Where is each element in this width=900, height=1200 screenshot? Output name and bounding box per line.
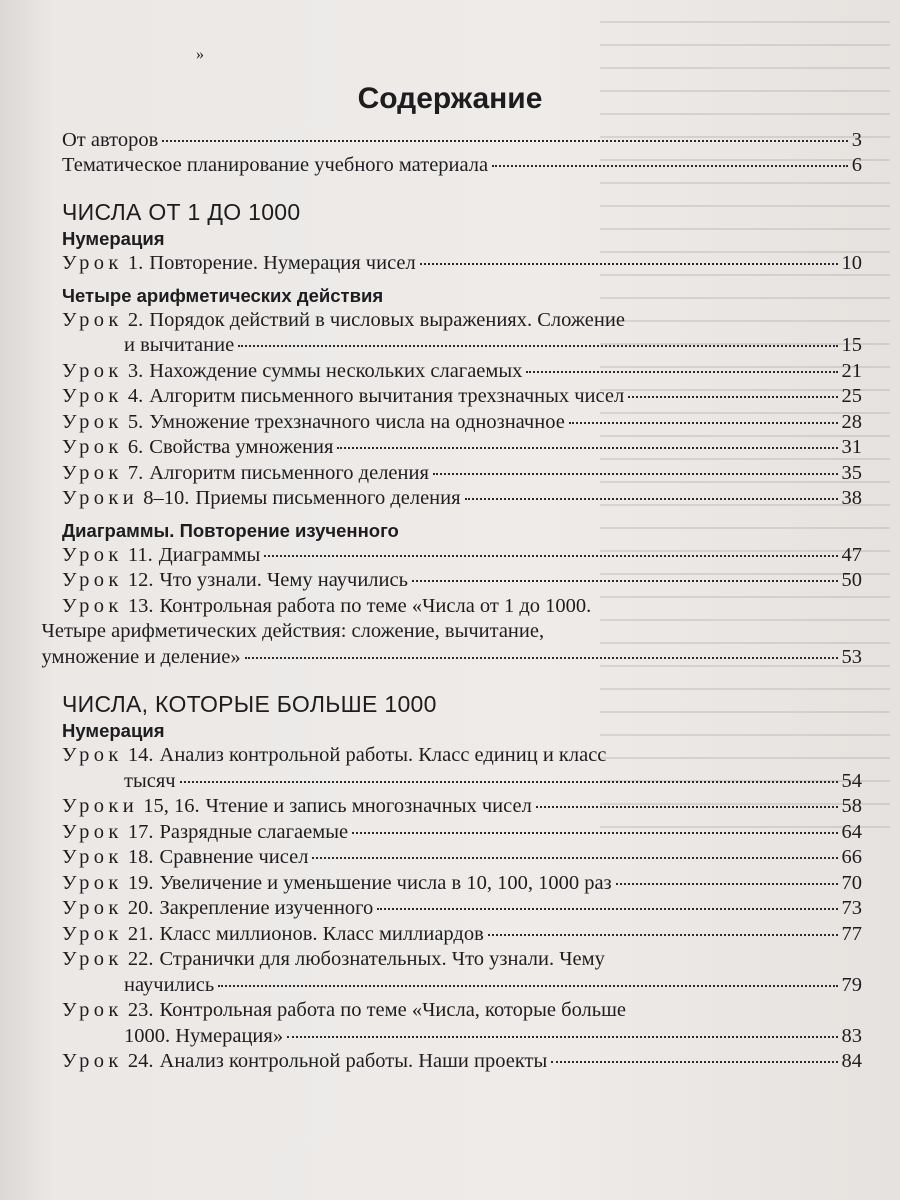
- lesson-label: [62, 461, 143, 487]
- lesson-word: Урок: [62, 543, 123, 566]
- lesson-entry: [62, 820, 862, 846]
- lesson-line: [160, 998, 862, 1024]
- page-number: 35: [841, 461, 862, 484]
- lesson-line-text: Разрядные слагаемые: [159, 820, 349, 843]
- dot-leader: [180, 781, 838, 783]
- page-number: 77: [841, 922, 862, 945]
- lesson-line: [160, 743, 862, 769]
- dot-leader: [352, 832, 837, 834]
- lesson-entry: [62, 794, 862, 820]
- dot-leader: [616, 883, 838, 885]
- lesson-word: Урок: [62, 820, 123, 843]
- lesson-line-text: Приемы письменного деления: [195, 487, 461, 509]
- page-number: 50: [841, 569, 862, 591]
- lesson-word: Урок: [62, 948, 123, 970]
- lesson-word: Урок: [62, 569, 123, 591]
- lesson-line: [149, 435, 862, 461]
- lesson-number: 15, 16.: [138, 795, 200, 817]
- lesson-word: Урок: [62, 897, 123, 919]
- lesson-line-text: тысяч: [124, 769, 176, 792]
- dot-leader: [488, 934, 838, 936]
- lesson-line: [160, 896, 862, 922]
- lesson-line: [160, 922, 862, 948]
- lesson-label: [62, 568, 154, 594]
- entry-title: От авторов: [62, 129, 159, 151]
- lesson-line: [195, 486, 862, 512]
- lesson-line: [149, 461, 862, 487]
- lesson-label: [62, 820, 154, 846]
- lesson-word: Урок: [62, 744, 123, 766]
- lesson-word: Урок: [62, 308, 123, 331]
- lesson-label: [62, 1049, 154, 1075]
- lesson-line-text: Закрепление изученного: [159, 897, 374, 919]
- dot-leader: [337, 447, 837, 449]
- lesson-entry: [62, 1049, 862, 1075]
- lesson-number: 6.: [122, 436, 144, 458]
- lesson-line-text: умножение и деление»: [41, 645, 241, 668]
- lesson-number: 4.: [122, 385, 144, 407]
- lesson-line-text: и вычитание: [124, 334, 235, 356]
- lesson-line: [206, 794, 862, 820]
- lesson-label: [62, 896, 154, 922]
- lesson-line: [124, 973, 862, 999]
- lesson-label: [62, 794, 200, 820]
- lesson-entry: [62, 435, 862, 461]
- subsection-heading: Нумерация: [62, 228, 165, 249]
- lesson-title: [160, 820, 862, 846]
- lesson-line: [160, 1049, 862, 1075]
- lesson-title: [149, 359, 862, 385]
- dot-leader: [412, 580, 838, 582]
- lesson-entry: [62, 251, 862, 277]
- dot-leader: [492, 165, 848, 167]
- lesson-entry: [62, 308, 862, 359]
- dot-leader: [433, 473, 838, 475]
- dot-leader: [238, 345, 837, 347]
- toc-entry: [62, 128, 862, 153]
- page-number: 79: [841, 973, 862, 996]
- lesson-line-text: Анализ контрольной работы. Класс единиц и класс: [159, 744, 607, 766]
- lesson-number: 13.: [122, 594, 154, 617]
- dot-leader: [312, 857, 837, 859]
- page-number: 6: [851, 154, 862, 176]
- lesson-title: [195, 486, 862, 512]
- lesson-line: [149, 359, 862, 385]
- table-of-contents: [41, 128, 862, 1075]
- lesson-word: Урок: [62, 436, 123, 458]
- lesson-line: [160, 820, 862, 846]
- lesson-number: 14.: [122, 744, 154, 766]
- lesson-entry: [62, 359, 862, 385]
- lesson-number: 24.: [122, 1050, 154, 1072]
- page-number: 47: [841, 543, 862, 566]
- page-number: 58: [841, 795, 862, 817]
- lesson-number: 7.: [122, 461, 144, 484]
- lesson-line-text: научились: [124, 973, 215, 996]
- lesson-line: [160, 594, 862, 620]
- subsection-heading: Диаграммы. Повторение изученного: [62, 519, 399, 541]
- lesson-entry: [41, 594, 862, 671]
- lesson-title: [206, 794, 862, 820]
- lesson-word: Урок: [62, 385, 123, 407]
- lesson-line-text: Порядок действий в числовых выражениях. Сложение: [149, 308, 625, 331]
- lesson-line: [149, 384, 862, 410]
- lesson-line-text: Нахождение суммы нескольких слагаемых: [149, 359, 523, 382]
- lesson-number: 18.: [122, 846, 154, 868]
- toc-entry: [62, 153, 862, 178]
- lesson-title: [160, 845, 862, 871]
- page-number: 3: [851, 129, 862, 151]
- page-number: 66: [841, 846, 862, 868]
- lesson-label: [62, 251, 143, 277]
- lesson-title: [160, 1049, 862, 1075]
- lesson-entry: [62, 922, 862, 948]
- lesson-line: [42, 645, 862, 671]
- lesson-number: 8–10.: [138, 487, 190, 509]
- page-number: 31: [841, 436, 862, 458]
- dot-leader: [551, 1061, 837, 1063]
- lesson-entry: [62, 543, 862, 569]
- dot-leader: [536, 806, 838, 808]
- lesson-line-text: Контрольная работа по теме «Числа, которые больше: [159, 999, 627, 1021]
- lesson-line: [160, 947, 862, 973]
- lesson-entry: [62, 410, 862, 436]
- lesson-line: [42, 619, 862, 645]
- lesson-line-text: Увеличение и уменьшение числа в 10, 100, 1000 раз: [159, 871, 612, 894]
- lesson-title: [160, 896, 862, 922]
- dot-leader: [628, 396, 837, 398]
- dot-leader: [162, 140, 847, 142]
- lesson-number: 20.: [122, 897, 154, 919]
- lesson-entry: [62, 998, 862, 1049]
- lesson-word: Урок: [62, 999, 123, 1021]
- lesson-word: Уроки: [62, 487, 139, 509]
- lesson-label: [62, 845, 154, 871]
- lesson-line: [149, 251, 862, 277]
- lesson-label: [62, 435, 143, 461]
- lesson-entry: [62, 947, 862, 998]
- lesson-line-text: Чтение и запись многозначных чисел: [205, 795, 532, 817]
- lesson-label: [62, 359, 143, 385]
- page-number: 54: [841, 769, 862, 792]
- page-title: Содержание: [357, 82, 543, 115]
- lesson-line-text: Класс миллионов. Класс миллиардов: [159, 922, 484, 945]
- lesson-title: [160, 922, 862, 948]
- dot-leader: [465, 498, 838, 500]
- lesson-line-text: Алгоритм письменного деления: [149, 461, 429, 484]
- page-number: 15: [841, 334, 862, 356]
- lesson-line-text: Свойства умножения: [149, 436, 334, 458]
- dot-leader: [569, 422, 838, 424]
- page-number: 25: [841, 385, 862, 407]
- lesson-entry: [62, 486, 862, 512]
- lesson-line: [124, 333, 862, 359]
- dot-leader: [420, 263, 838, 265]
- lesson-label: [62, 922, 154, 948]
- lesson-number: 5.: [122, 410, 144, 433]
- page-number: 28: [841, 410, 862, 433]
- lesson-entry: [62, 743, 862, 794]
- lesson-label: [62, 543, 153, 569]
- lesson-word: Урок: [62, 410, 123, 433]
- lesson-title: [149, 251, 862, 277]
- lesson-word: Урок: [62, 461, 123, 484]
- lesson-line-text: Повторение. Нумерация чисел: [149, 252, 416, 274]
- lesson-word: Урок: [62, 922, 123, 945]
- lesson-label: [62, 410, 143, 436]
- lesson-number: 23.: [122, 999, 154, 1021]
- lesson-number: 19.: [122, 871, 154, 894]
- lesson-line: [159, 543, 862, 569]
- lesson-entry: [62, 871, 862, 897]
- lesson-line: [160, 568, 862, 594]
- lesson-line-text: Четыре арифметических действия: сложение, вычитание,: [41, 620, 545, 642]
- lesson-line: [149, 410, 862, 436]
- lesson-entry: [62, 461, 862, 487]
- dot-leader: [377, 908, 837, 910]
- lesson-number: 17.: [122, 820, 154, 843]
- lesson-word: Урок: [62, 846, 123, 868]
- lesson-label: [62, 384, 143, 410]
- entry-title: Тематическое планирование учебного материала: [62, 154, 489, 176]
- lesson-word: Уроки: [62, 795, 139, 817]
- dot-leader: [218, 985, 837, 987]
- lesson-line: [160, 845, 862, 871]
- lesson-title: [160, 871, 862, 897]
- lesson-title: [149, 435, 862, 461]
- dot-leader: [526, 371, 837, 373]
- lesson-title: [149, 461, 862, 487]
- subsection-heading: Четыре арифметических действия: [62, 284, 384, 306]
- lesson-entry: [62, 896, 862, 922]
- lesson-number: 12.: [122, 569, 154, 591]
- page-number: 84: [841, 1050, 862, 1072]
- lesson-line: [149, 308, 862, 334]
- lesson-line-text: Сравнение чисел: [159, 846, 309, 868]
- lesson-line: [124, 769, 862, 795]
- lesson-number: 11.: [122, 543, 153, 566]
- lesson-line-text: Диаграммы: [158, 543, 261, 566]
- lesson-title: [159, 543, 862, 569]
- lesson-line-text: Алгоритм письменного вычитания трехзначных чисел: [149, 385, 625, 407]
- dot-leader: [287, 1036, 837, 1038]
- page-number: 73: [841, 897, 862, 919]
- lesson-number: 2.: [122, 308, 144, 331]
- lesson-entry: [62, 384, 862, 410]
- lesson-entry: [62, 845, 862, 871]
- page-number: 70: [841, 871, 862, 894]
- lesson-title: [124, 308, 862, 359]
- lesson-line-text: Анализ контрольной работы. Наши проекты: [159, 1050, 548, 1072]
- lesson-line-text: 1000. Нумерация»: [124, 1024, 284, 1047]
- lesson-line-text: Умножение трехзначного числа на однозначное: [149, 410, 565, 433]
- lesson-number: 21.: [122, 922, 154, 945]
- lesson-line-text: Странички для любознательных. Что узнали. Чему: [159, 948, 605, 970]
- lesson-number: 22.: [122, 948, 154, 970]
- lesson-word: Урок: [62, 252, 123, 274]
- lesson-line-text: Что узнали. Чему научились: [159, 569, 408, 591]
- page-number: 38: [841, 487, 862, 509]
- lesson-title: [160, 568, 862, 594]
- lesson-word: Урок: [62, 871, 123, 894]
- lesson-number: 1.: [122, 252, 144, 274]
- lesson-line: [124, 1024, 862, 1050]
- page-number: 21: [841, 359, 862, 382]
- page-number: 53: [841, 645, 862, 668]
- page-number: 64: [841, 820, 862, 843]
- subsection-heading: Нумерация: [62, 720, 165, 741]
- lesson-line: [160, 871, 862, 897]
- page-number: 83: [841, 1024, 862, 1047]
- page-number: 10: [841, 252, 862, 274]
- lesson-label: [62, 871, 154, 897]
- lesson-title: [149, 384, 862, 410]
- lesson-word: Урок: [62, 594, 123, 617]
- section-heading: ЧИСЛА ОТ 1 ДО 1000: [62, 199, 301, 225]
- lesson-word: Урок: [62, 359, 123, 382]
- dot-leader: [264, 555, 837, 557]
- lesson-word: Урок: [62, 1050, 123, 1072]
- lesson-line-text: Контрольная работа по теме «Числа от 1 до 1000.: [159, 594, 592, 617]
- stray-mark: »: [196, 46, 204, 63]
- lesson-entry: [62, 568, 862, 594]
- lesson-label: [62, 486, 189, 512]
- section-heading: ЧИСЛА, КОТОРЫЕ БОЛЬШЕ 1000: [62, 691, 437, 717]
- lesson-number: 3.: [122, 359, 144, 382]
- lesson-title: [149, 410, 862, 436]
- dot-leader: [245, 657, 838, 659]
